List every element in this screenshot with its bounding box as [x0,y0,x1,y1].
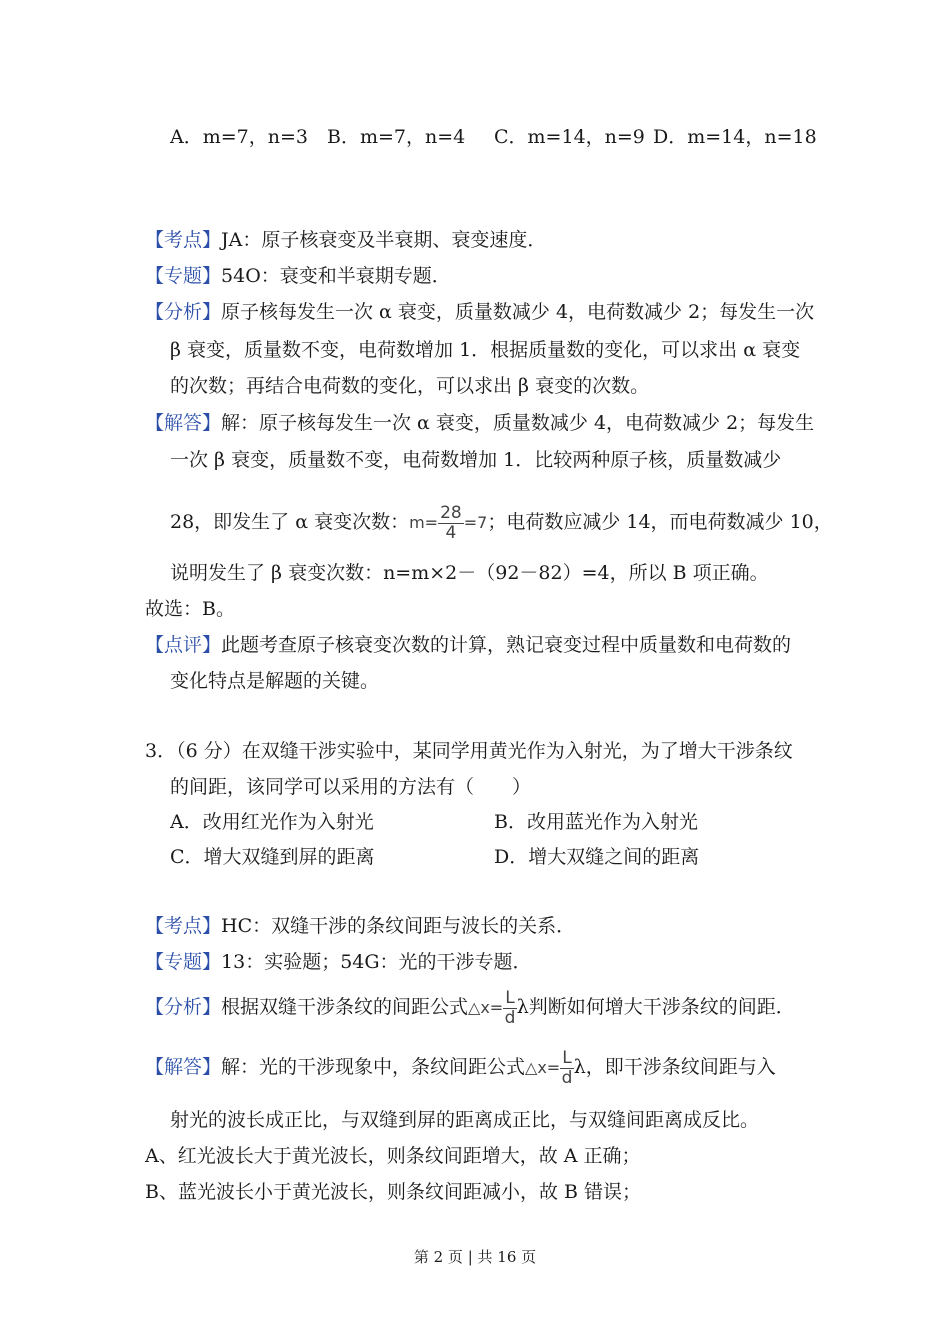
dx-fraction-den: d [504,1008,516,1028]
dx-fraction [503,989,516,1028]
option-a: A．m=7，n=3 [170,126,308,148]
q2-fenxi [145,300,814,324]
lambda-symbol: λ [516,996,529,1018]
q3-fenxi-pre: 根据双缝干涉条纹的间距公式 [221,996,469,1018]
m-fraction [438,504,464,543]
q3-kaodian-text: HC：双缝干涉的条纹间距与波长的关系． [221,915,576,937]
zhuanti-text: 54O：衰变和半衰期专题． [221,265,451,287]
dx-formula-2 [525,1048,574,1088]
m-formula-left: m= [409,513,439,532]
q3-option-b: B．改用蓝光作为入射光 [494,811,698,833]
q2-jieda [145,411,814,435]
dianping-line-1: 此题考查原子核衰变次数的计算，熟记衰变过程中质量数和电荷数的 [221,634,792,656]
fenxi-tag: 【分析】 [145,301,222,323]
q3-fenxi-tag: 【分析】 [145,996,222,1018]
q3-jieda [145,1046,776,1089]
dianping-tag: 【点评】 [145,634,222,656]
m-formula-right: =7 [463,513,488,532]
kaodian-tag: 【考点】 [145,229,222,251]
q3-stem-line-1: 3．（6 分）在双缝干涉实验中，某同学用黄光作为入射光，为了增大干涉条纹 [145,740,793,762]
dx-fraction-2-num: L [562,1048,572,1068]
jieda-line-1: 解：原子核每发生一次 α 衰变，质量数减少 4，电荷数减少 2；每发生 [221,412,815,434]
q3-fenxi-post: 判断如何增大干涉条纹的间距． [528,996,795,1018]
q2-jieda-line-2: 一次 β 衰变，质量数不变，电荷数增加 1．比较两种原子核，质量数减少 [170,449,782,471]
zhuanti-tag: 【专题】 [145,265,222,287]
dx-fraction-2 [560,1049,573,1088]
q2-kaodian [145,228,546,252]
q2-dianping-line-2: 变化特点是解题的关键。 [170,670,380,692]
q3-option-d: D．增大双缝之间的距离 [494,846,700,868]
dx-fraction-2-den: d [561,1068,573,1088]
q2-dianping [145,633,791,657]
jieda-line-3-pre: 28，即发生了 α 衰变次数： [170,511,410,533]
fenxi-line-1: 原子核每发生一次 α 衰变，质量数减少 4，电荷数减少 2；每发生一次 [221,301,815,323]
q2-guxuan: 故选：B。 [145,598,235,620]
q3-zhuanti [145,950,532,974]
q3-kaodian-tag: 【考点】 [145,915,222,937]
dx-formula [468,988,517,1028]
q3-option-c: C．增大双缝到屏的距离 [170,846,375,868]
q3-kaodian [145,914,575,938]
m-fraction-den: 4 [445,523,457,543]
q3-jieda-post: ，即干涉条纹间距与入 [585,1056,776,1078]
m-formula [409,503,488,543]
q3-stem-line-2: 的间距，该同学可以采用的方法有（ ） [170,776,532,798]
q3-option-a: A．改用红光作为入射光 [170,811,374,833]
q3-zhuanti-tag: 【专题】 [145,951,222,973]
dx-formula-left: △x= [468,998,504,1017]
q3-jieda-line-2: 射光的波长成正比，与双缝到屏的距离成正比，与双缝间距离成反比。 [170,1109,760,1131]
q2-zhuanti [145,264,451,288]
q3-jieda-tag: 【解答】 [145,1056,222,1078]
q3-jieda-b: B、蓝光波长小于黄光波长，则条纹间距减小，故 B 错误； [145,1181,642,1203]
lambda-symbol-2: λ [573,1056,586,1078]
option-b: B．m=7，n=4 [327,126,466,148]
kaodian-text: JA：原子核衰变及半衰期、衰变速度． [221,229,547,251]
option-c: C．m=14，n=9 [494,126,645,148]
q3-zhuanti-text: 13：实验题；54G：光的干涉专题． [221,951,532,973]
q2-jieda-line-3 [170,502,833,543]
dx-formula-2-left: △x= [525,1058,561,1077]
jieda-line-3-post: ；电荷数应减少 14，而电荷数减少 10， [487,511,833,533]
dx-fraction-num: L [505,988,515,1008]
page-footer: 第 2 页 | 共 16 页 [413,1248,537,1266]
m-fraction-num: 28 [440,503,462,523]
q3-jieda-pre: 解：光的干涉现象中，条纹间距公式 [221,1056,526,1078]
q3-jieda-a: A、红光波长大于黄光波长，则条纹间距增大，故 A 正确； [145,1145,641,1167]
q2-fenxi-line-3: 的次数；再结合电荷数的变化，可以求出 β 衰变的次数。 [170,375,650,397]
option-d: D．m=14，n=18 [653,126,817,148]
q2-fenxi-line-2: β 衰变，质量数不变，电荷数增加 1．根据质量数的变化，可以求出 α 衰变 [170,339,801,361]
q2-jieda-line-4: 说明发生了 β 衰变次数：n=m×2－（92－82）=4，所以 B 项正确。 [170,562,769,584]
q3-fenxi [145,986,795,1029]
jieda-tag: 【解答】 [145,412,222,434]
